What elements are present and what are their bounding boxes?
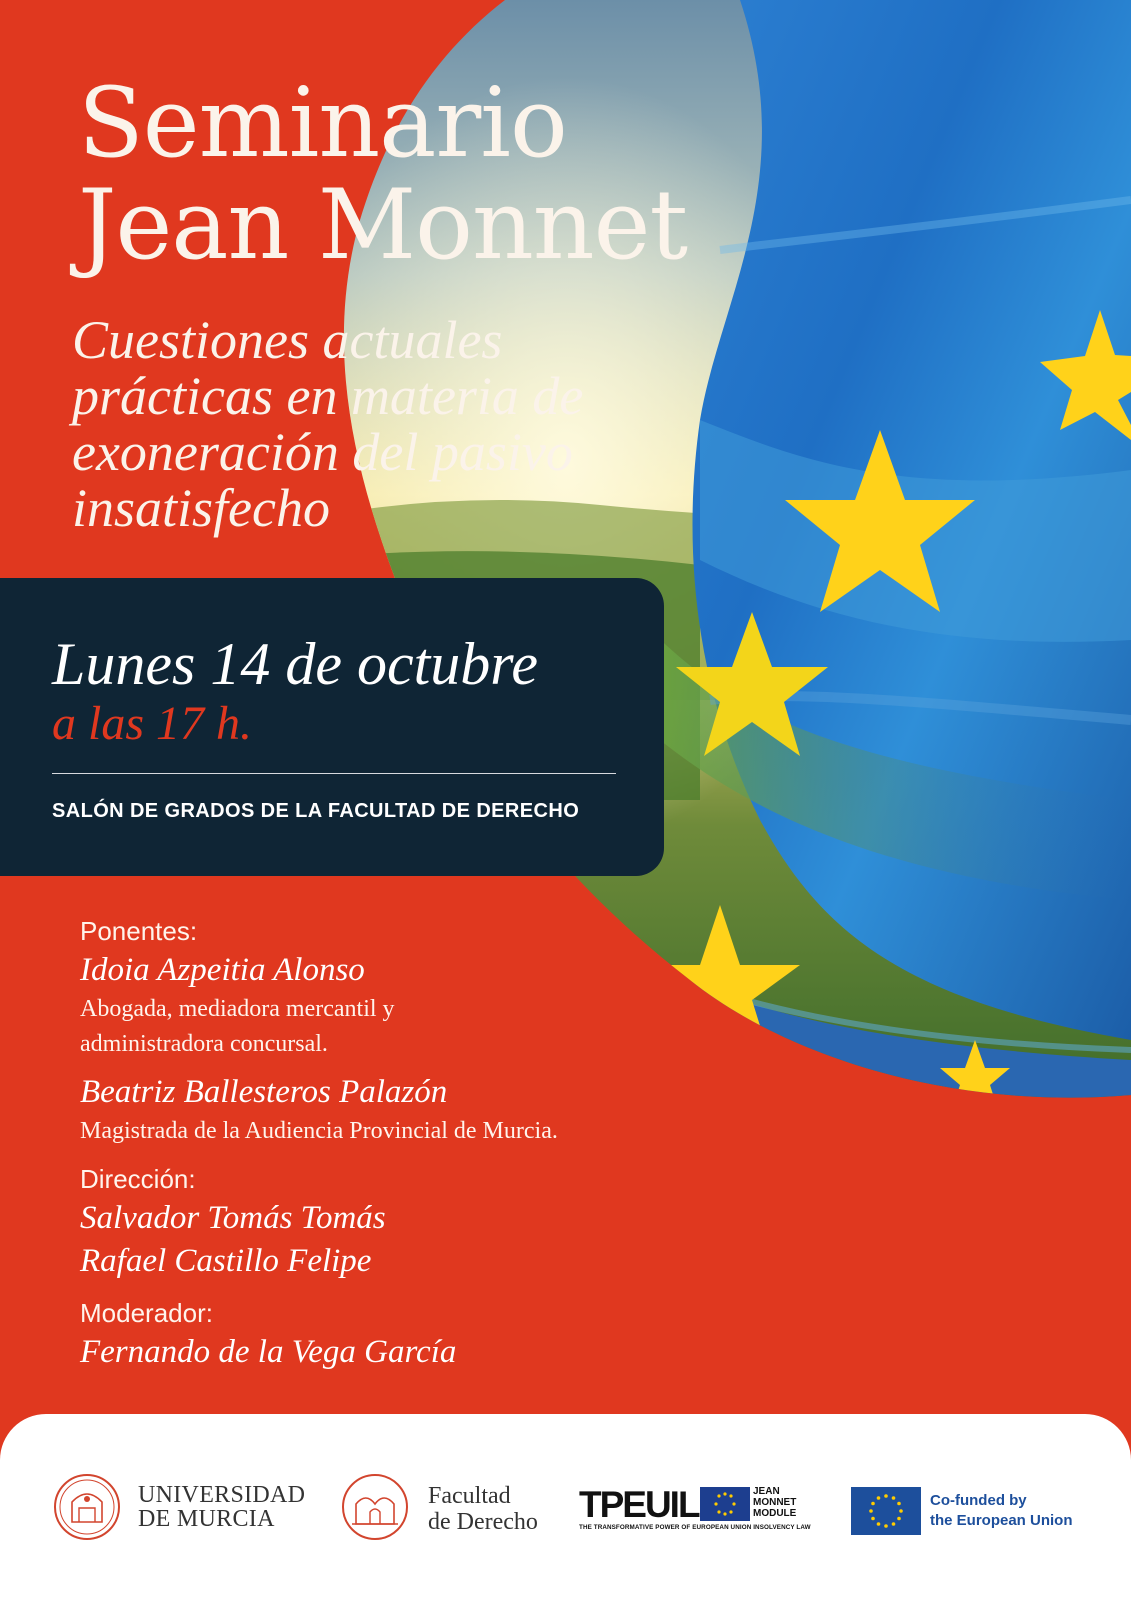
universidad-de-murcia-name xyxy=(138,1483,305,1531)
module-line: MONNET xyxy=(753,1497,797,1508)
facultad-de-derecho-seal-icon xyxy=(340,1472,410,1542)
subtitle-line: prácticas en materia de xyxy=(72,366,584,426)
eu-line: the European Union xyxy=(930,1512,1073,1529)
module-line: MODULE xyxy=(753,1508,797,1519)
subtitle-line: Cuestiones actuales xyxy=(72,310,503,370)
event-date: Lunes 14 de octubre xyxy=(52,631,539,697)
speaker-role: Magistrada de la Audiencia Provincial de Murcia. xyxy=(80,1118,558,1144)
speaker-name: Beatriz Ballesteros Palazón xyxy=(80,1074,448,1110)
module-line: JEAN xyxy=(753,1486,780,1497)
moderator-label: Moderador: xyxy=(80,1298,213,1328)
tpeuil-acronym: TPEUIL xyxy=(579,1484,699,1525)
facultad-de-derecho-name xyxy=(428,1483,538,1535)
speaker-role: administradora concursal. xyxy=(80,1031,328,1057)
event-time: a las 17 h. xyxy=(52,697,253,750)
seminar-subtitle xyxy=(72,312,712,536)
info-divider xyxy=(52,773,616,774)
eu-line: Co-funded by xyxy=(930,1492,1027,1509)
eu-flag-icon xyxy=(851,1487,921,1535)
logo-line: DE MURCIA xyxy=(138,1506,275,1532)
jean-monnet-flag-icon xyxy=(700,1487,750,1521)
logo-line: UNIVERSIDAD xyxy=(138,1482,306,1508)
moderator-name: Fernando de la Vega García xyxy=(80,1334,457,1370)
event-venue: SALÓN DE GRADOS DE LA FACULTAD DE DERECHO xyxy=(52,800,580,822)
speaker-role: Abogada, mediadora mercantil y xyxy=(80,996,395,1022)
logo-line: Facultad xyxy=(428,1483,511,1509)
direction-label: Dirección: xyxy=(80,1164,196,1194)
title-line: Seminario xyxy=(78,67,567,179)
tpeuil-tagline: THE TRANSFORMATIVE POWER OF EUROPEAN UNION INSOLVENCY LAW xyxy=(579,1524,811,1531)
eu-cofunded-text xyxy=(930,1491,1073,1531)
subtitle-line: exoneración del pasivo xyxy=(72,422,573,482)
speaker-name: Idoia Azpeitia Alonso xyxy=(80,952,365,988)
director-name: Salvador Tomás Tomás xyxy=(80,1200,386,1236)
director-name: Rafael Castillo Felipe xyxy=(80,1243,372,1279)
jean-monnet-module-label xyxy=(753,1486,801,1519)
seminar-title xyxy=(78,67,688,281)
subtitle-line: insatisfecho xyxy=(72,478,330,538)
universidad-de-murcia-seal-icon xyxy=(52,1472,122,1542)
speakers-label: Ponentes: xyxy=(80,916,198,946)
logo-line: de Derecho xyxy=(428,1509,538,1535)
title-line: Jean Monnet xyxy=(78,169,688,281)
